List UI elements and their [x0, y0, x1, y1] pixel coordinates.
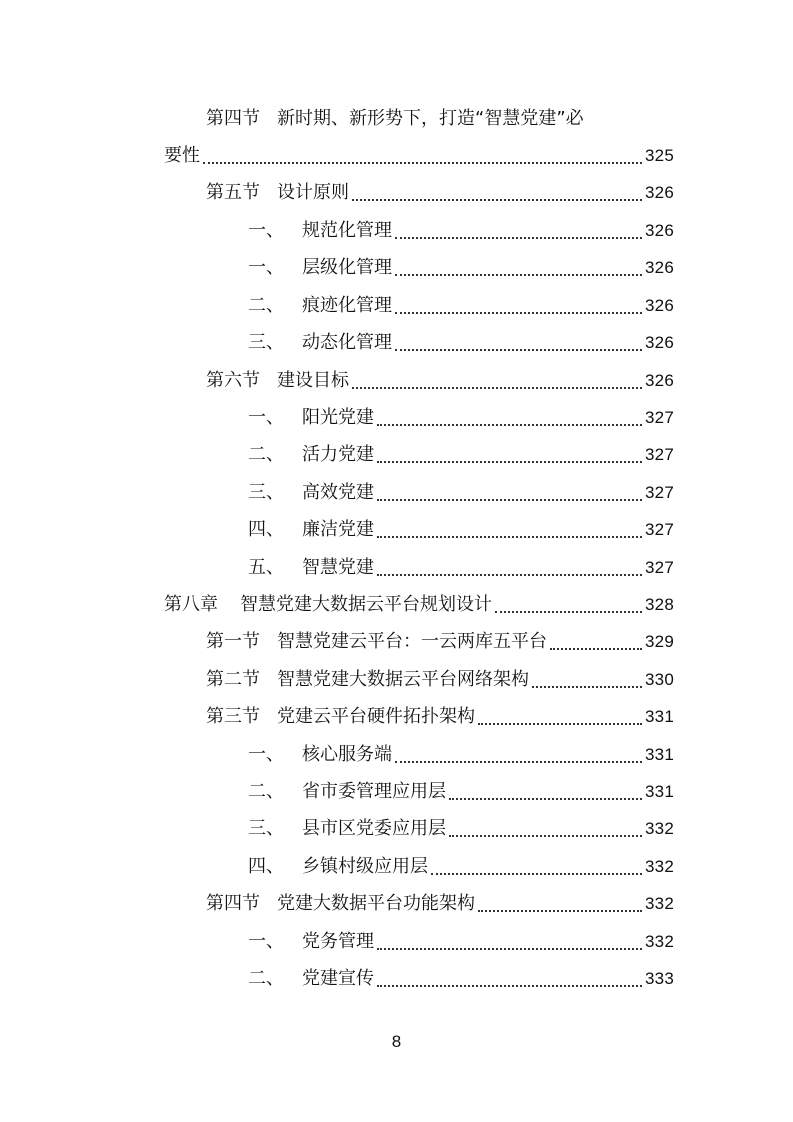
toc-entry-title: 设计原则 [277, 181, 349, 203]
toc-leader-dots [478, 910, 642, 912]
toc-entry-continuation[interactable] [164, 137, 674, 174]
toc-entry[interactable] [248, 736, 674, 773]
toc-entry-number: 第三节 [206, 705, 260, 727]
toc-entry[interactable] [248, 249, 674, 286]
toc-leader-dots [377, 424, 642, 426]
toc-entry-title: 要性 [164, 144, 200, 166]
toc-entry-title: 层级化管理 [302, 256, 392, 278]
toc-entry[interactable] [206, 698, 674, 735]
toc-entry-title: 廉洁党建 [302, 518, 374, 540]
toc-entry-number: 五、 [248, 556, 284, 578]
toc-entry[interactable] [248, 436, 674, 473]
toc-entry-number: 第二节 [206, 668, 260, 690]
toc-leader-dots [431, 873, 642, 875]
toc-leader-dots [395, 761, 642, 763]
toc-page-number: 329 [645, 632, 674, 651]
toc-entry-title: 阳光党建 [302, 406, 374, 428]
toc-entry[interactable] [248, 810, 674, 847]
toc-entry[interactable] [248, 960, 674, 997]
toc-entry-title: 省市委管理应用层 [302, 780, 446, 802]
toc-page-number: 332 [645, 894, 674, 913]
toc-leader-dots [395, 349, 642, 351]
toc-entry-title: 规范化管理 [302, 219, 392, 241]
toc-entry-title: 党建云平台硬件拓扑架构 [277, 705, 475, 727]
toc-page-number: 327 [645, 445, 674, 464]
toc-page-number: 326 [645, 333, 674, 352]
toc-entry-title: 新时期、新形势下，打造“智慧党建”必 [277, 107, 584, 129]
toc-entry-title: 智慧党建大数据云平台规划设计 [240, 593, 492, 615]
toc-page-number: 332 [645, 932, 674, 951]
toc-entry[interactable] [248, 511, 674, 548]
toc-entry-number: 第五节 [206, 181, 260, 203]
toc-entry-title: 高效党建 [302, 481, 374, 503]
toc-page-number: 332 [645, 857, 674, 876]
toc-entry-number: 四、 [248, 518, 284, 540]
page-number: 8 [391, 1032, 402, 1051]
toc-page-number: 326 [645, 371, 674, 390]
toc-leader-dots [377, 948, 642, 950]
toc-page-number: 326 [645, 296, 674, 315]
toc-entry[interactable] [206, 174, 674, 211]
toc-entry-number: 二、 [248, 294, 284, 316]
toc-entry[interactable] [248, 212, 674, 249]
toc-leader-dots [377, 985, 642, 987]
toc-leader-dots [352, 199, 642, 201]
toc-entry[interactable] [206, 885, 674, 922]
toc-entry-number: 一、 [248, 930, 284, 952]
toc-page-number: 327 [645, 483, 674, 502]
toc-entry[interactable] [248, 287, 674, 324]
toc-entry[interactable] [248, 923, 674, 960]
toc-page-number: 326 [645, 221, 674, 240]
toc-page-number: 327 [645, 408, 674, 427]
toc-entry[interactable] [206, 362, 674, 399]
toc-entry-title: 智慧党建 [302, 556, 374, 578]
toc-entry-number: 第六节 [206, 369, 260, 391]
toc-entry[interactable] [206, 100, 676, 137]
toc-page-number: 328 [645, 595, 674, 614]
toc-entry[interactable] [248, 848, 674, 885]
toc-entry[interactable] [248, 399, 674, 436]
toc-entry-number: 第八章 [164, 593, 218, 615]
toc-leader-dots [532, 686, 642, 688]
toc-leader-dots [203, 162, 642, 164]
toc-page-number: 331 [645, 745, 674, 764]
toc-page-number: 326 [645, 258, 674, 277]
toc-entry-number: 二、 [248, 780, 284, 802]
toc-leader-dots [449, 798, 642, 800]
toc-entry-number: 二、 [248, 967, 284, 989]
toc-entry-title: 党务管理 [302, 930, 374, 952]
toc-entry-number: 一、 [248, 256, 284, 278]
toc-entry-number: 第四节 [206, 892, 260, 914]
toc-entry-title: 活力党建 [302, 443, 374, 465]
toc-entry-number: 一、 [248, 743, 284, 765]
toc-page-number: 327 [645, 520, 674, 539]
toc-entry-title: 党建宣传 [302, 967, 374, 989]
toc-leader-dots [352, 387, 642, 389]
toc-leader-dots [550, 648, 642, 650]
toc-entry-title: 智慧党建云平台：一云两库五平台 [277, 630, 547, 652]
toc-entry-number: 三、 [248, 331, 284, 353]
toc-page-number: 326 [645, 183, 674, 202]
toc-leader-dots [449, 835, 642, 837]
toc-entry-title: 建设目标 [277, 369, 349, 391]
toc-entry-number: 第一节 [206, 630, 260, 652]
toc-entry-title: 核心服务端 [302, 743, 392, 765]
toc-page-number: 330 [645, 670, 674, 689]
toc-entry-number: 三、 [248, 481, 284, 503]
toc-entry-number: 一、 [248, 219, 284, 241]
toc-chapter-entry[interactable] [164, 586, 674, 623]
toc-entry[interactable] [206, 661, 674, 698]
toc-entry-number: 二、 [248, 443, 284, 465]
toc-entry-title: 智慧党建大数据云平台网络架构 [277, 668, 529, 690]
toc-entry-title: 县市区党委应用层 [302, 817, 446, 839]
toc-page-number: 331 [645, 782, 674, 801]
toc-leader-dots [377, 461, 642, 463]
toc-entry-title: 痕迹化管理 [302, 294, 392, 316]
toc-entry[interactable] [206, 623, 674, 660]
toc-entry-number: 一、 [248, 406, 284, 428]
toc-leader-dots [495, 611, 642, 613]
toc-entry-number: 第四节 [206, 107, 260, 129]
toc-leader-dots [377, 499, 642, 501]
toc-leader-dots [395, 274, 642, 276]
toc-entry-title: 党建大数据平台功能架构 [277, 892, 475, 914]
toc-leader-dots [377, 574, 642, 576]
toc-entry-title: 乡镇村级应用层 [302, 855, 428, 877]
toc-page-number: 325 [645, 146, 674, 165]
toc-entry-title: 动态化管理 [302, 331, 392, 353]
toc-entry[interactable] [248, 474, 674, 511]
toc-entry-number: 四、 [248, 855, 284, 877]
toc-entry[interactable] [248, 773, 674, 810]
toc-page-number: 331 [645, 707, 674, 726]
toc-leader-dots [377, 536, 642, 538]
toc-leader-dots [478, 723, 642, 725]
toc-leader-dots [395, 237, 642, 239]
toc-entry[interactable] [248, 549, 674, 586]
toc-entry[interactable] [248, 324, 674, 361]
toc-leader-dots [395, 312, 642, 314]
toc-page-number: 333 [645, 969, 674, 988]
toc-page-number: 327 [645, 558, 674, 577]
toc-page-number: 332 [645, 819, 674, 838]
toc-entry-number: 三、 [248, 817, 284, 839]
